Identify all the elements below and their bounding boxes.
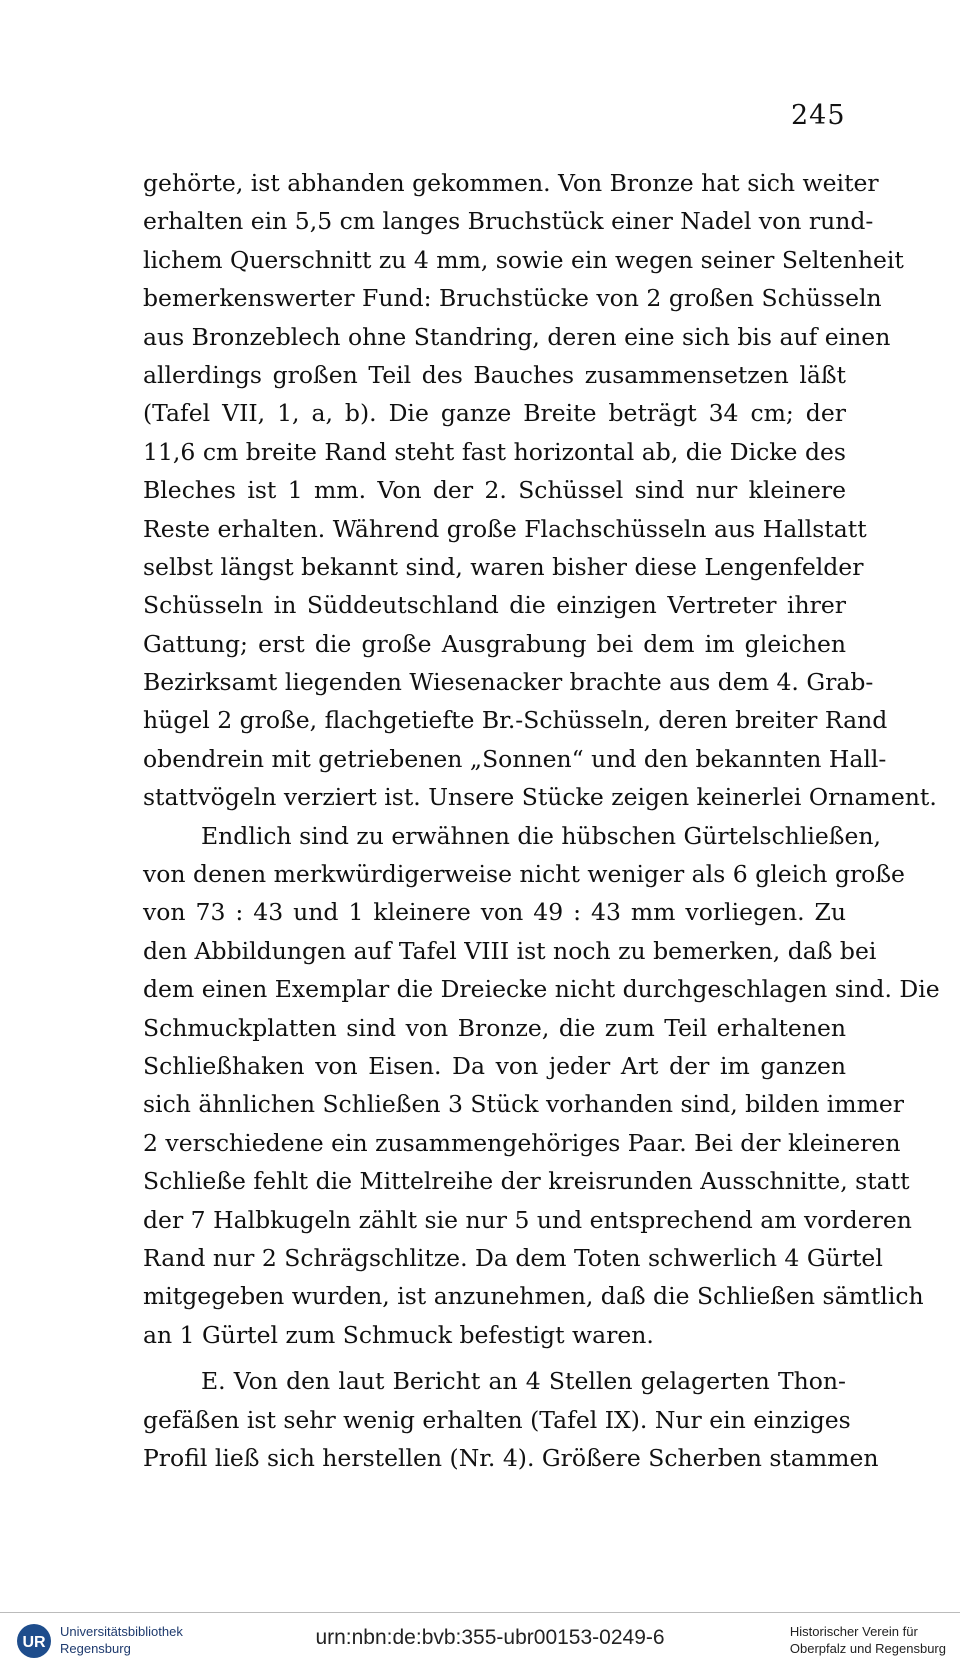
text-line: stattvögeln verziert ist. Unsere Stücke zeigen keinerlei Ornament.	[143, 783, 937, 812]
university-library-logo-icon	[16, 1623, 52, 1659]
text-line: 11,6 cm breite Rand steht fast horizontal ab, die Dicke des	[143, 437, 846, 466]
urn-identifier: urn:nbn:de:bvb:355-ubr00153-0249-6	[315, 1626, 665, 1649]
society-name	[790, 1623, 946, 1657]
text-line: gefäßen ist sehr wenig erhalten (Tafel IX). Nur ein einziges	[143, 1405, 851, 1434]
text-line: von 73 : 43 und 1 kleinere von 49 : 43 mm vorliegen. Zu	[143, 898, 846, 927]
text-line: selbst längst bekannt sind, waren bisher diese Lengenfelder	[143, 552, 864, 581]
paragraph-3	[143, 1362, 879, 1477]
library-name	[60, 1623, 183, 1657]
text-line: Schmuckplatten sind von Bronze, die zum Teil erhaltenen	[143, 1013, 846, 1042]
text-line: lichem Querschnitt zu 4 mm, sowie ein wegen seiner Seltenheit	[143, 245, 904, 274]
text-line: Bezirksamt liegenden Wiesenacker brachte aus dem 4. Grab-	[143, 668, 874, 697]
text-line: (Tafel VII, 1, a, b). Die ganze Breite beträgt 34 cm; der	[143, 399, 846, 428]
text-line: Schließhaken von Eisen. Da von jeder Art der im ganzen	[143, 1051, 846, 1080]
text-line: den Abbildungen auf Tafel VIII ist noch zu bemerken, daß bei	[143, 936, 877, 965]
text-line: Schüsseln in Süddeutschland die einzigen Vertreter ihrer	[143, 591, 846, 620]
text-line: Gattung; erst die große Ausgrabung bei dem im gleichen	[143, 629, 846, 658]
text-line: bemerkenswerter Fund: Bruchstücke von 2 großen Schüsseln	[143, 284, 882, 313]
text-line: hügel 2 große, flachgetiefte Br.-Schüsseln, deren breiter Rand	[143, 706, 888, 735]
body-text	[143, 164, 940, 1477]
text-line: der 7 Halbkugeln zählt sie nur 5 und entsprechend am vorderen	[143, 1205, 912, 1234]
society-line-1: Historischer Verein für	[789, 1624, 918, 1639]
text-line: Profil ließ sich herstellen (Nr. 4). Größere Scherben stammen	[143, 1443, 879, 1472]
text-line: an 1 Gürtel zum Schmuck befestigt waren.	[143, 1320, 654, 1349]
text-line: erhalten ein 5,5 cm langes Bruchstück einer Nadel von rund-	[143, 207, 874, 236]
text-line: Bleches ist 1 mm. Von der 2. Schüssel sind nur kleinere	[143, 476, 846, 505]
text-line: sich ähnlichen Schließen 3 Stück vorhanden sind, bilden immer	[143, 1090, 905, 1119]
text-line: 2 verschiedene ein zusammengehöriges Paar. Bei der kleineren	[143, 1128, 901, 1157]
logo-mark: UR	[22, 1634, 46, 1651]
paragraph-1	[143, 164, 937, 817]
text-line: Schließe fehlt die Mittelreihe der kreisrunden Ausschnitte, statt	[143, 1167, 910, 1196]
text-line: allerdings großen Teil des Bauches zusammensetzen läßt	[143, 360, 846, 389]
paragraph-2	[143, 817, 940, 1354]
text-line: Rand nur 2 Schrägschlitze. Da dem Toten schwerlich 4 Gürtel	[143, 1243, 883, 1272]
text-line: aus Bronzeblech ohne Standring, deren eine sich bis auf einen	[143, 322, 891, 351]
library-line-1: Universitätsbibliothek	[60, 1624, 183, 1639]
text-line: gehörte, ist abhanden gekommen. Von Bronze hat sich weiter	[143, 169, 879, 197]
text-line: obendrein mit getriebenen „Sonnen“ und den bekannten Hall-	[143, 744, 887, 773]
text-line: Endlich sind zu erwähnen die hübschen Gürtelschließen,	[201, 821, 882, 850]
page-number: 245	[791, 100, 846, 131]
library-line-2: Regensburg	[60, 1641, 131, 1656]
text-line: Reste erhalten. Während große Flachschüsseln aus Hallstatt	[143, 514, 867, 543]
text-line: mitgegeben wurden, ist anzunehmen, daß die Schließen sämtlich	[143, 1282, 924, 1311]
text-line: von denen merkwürdigerweise nicht weniger als 6 gleich große	[143, 860, 905, 889]
footer	[0, 1613, 960, 1665]
text-line: E. Von den laut Bericht an 4 Stellen gelagerten Thon-	[201, 1367, 846, 1396]
society-line-2: Oberpfalz und Regensburg	[789, 1641, 946, 1656]
text-line: dem einen Exemplar die Dreiecke nicht durchgeschlagen sind. Die	[143, 975, 940, 1004]
